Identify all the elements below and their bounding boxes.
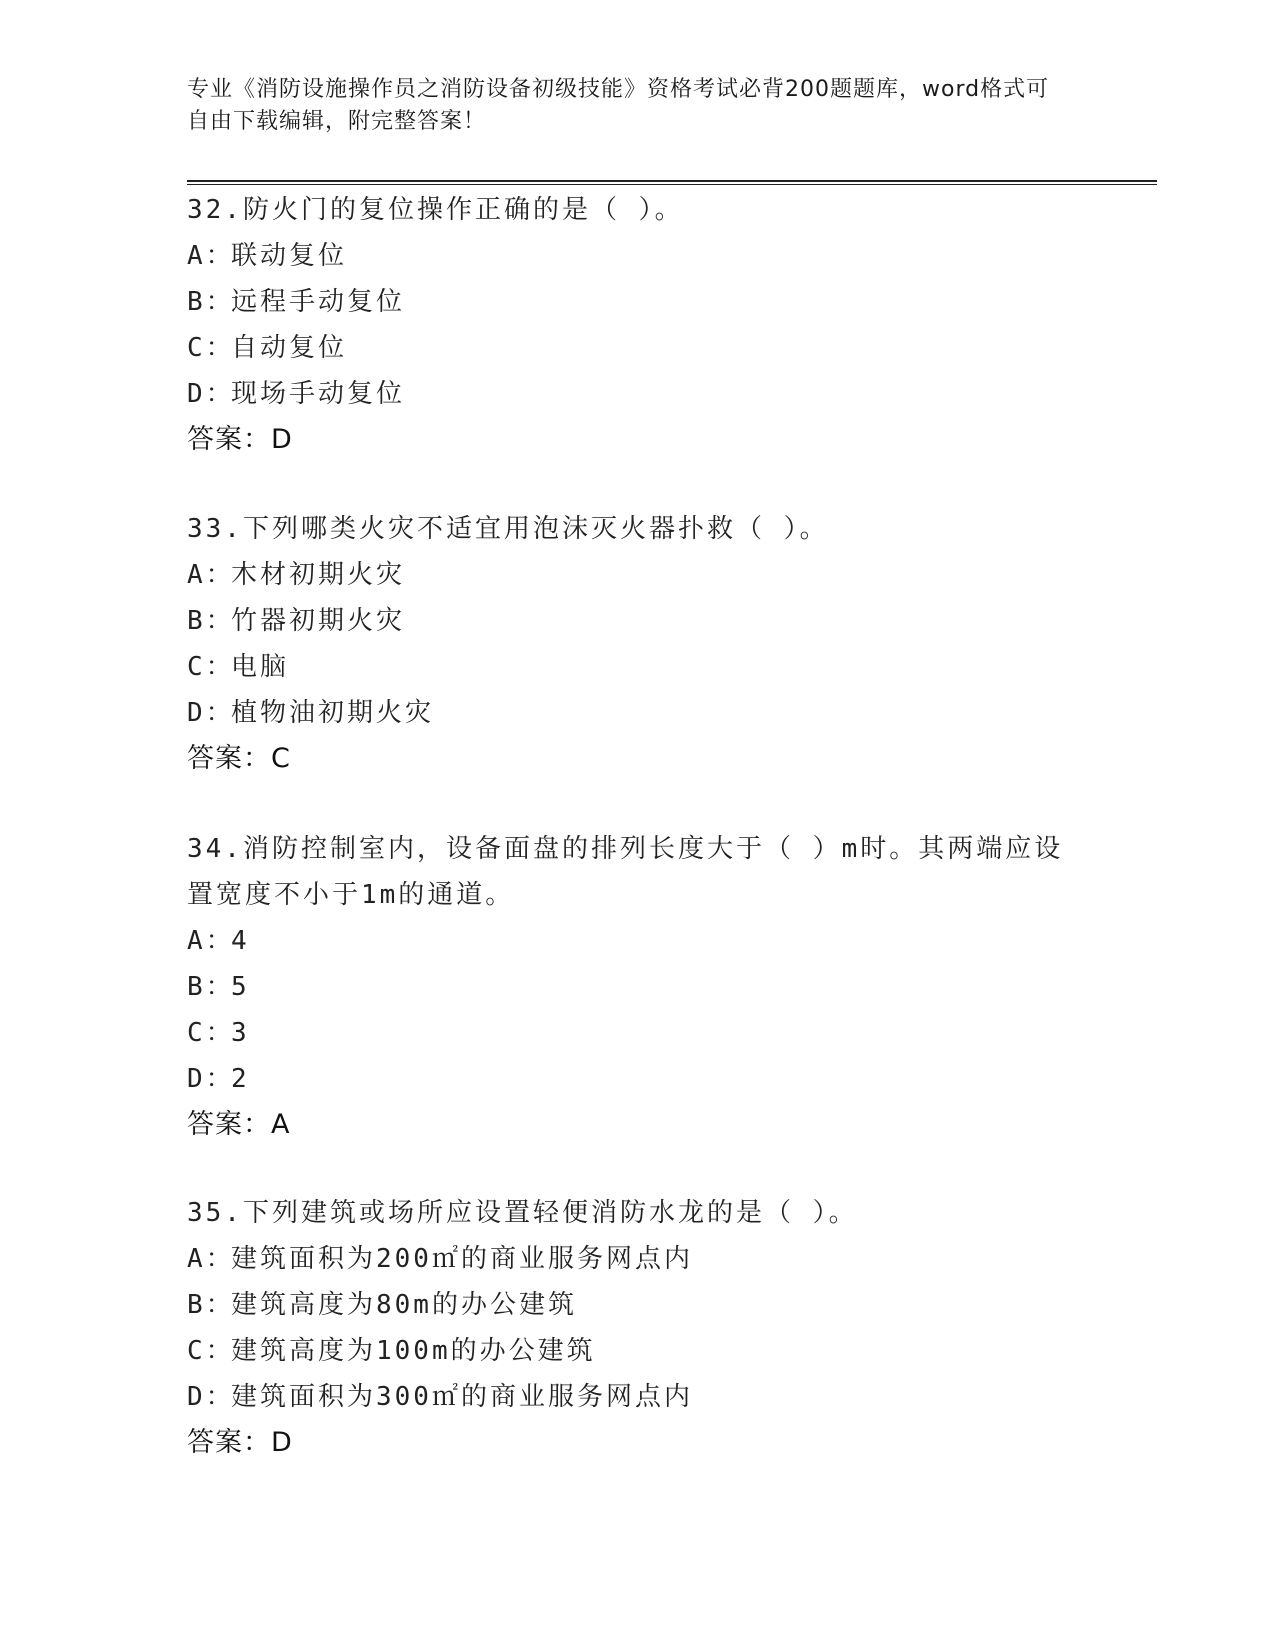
option-a <box>187 918 1077 964</box>
option-d <box>187 690 1077 736</box>
option-b <box>187 279 1077 325</box>
option-label: A： <box>187 560 235 590</box>
option-label: A： <box>187 926 235 956</box>
answer: 答案：D <box>187 424 293 455</box>
option-label: B： <box>187 972 235 1002</box>
option-text: 自动复位 <box>231 333 348 363</box>
answer: 答案：A <box>187 1109 291 1140</box>
option-text: 2 <box>231 1064 250 1094</box>
option-c <box>187 1010 1077 1056</box>
question-stem: 35.下列建筑或场所应设置轻便消防水龙的是（ ）。 <box>187 1198 858 1228</box>
option-d <box>187 1056 1077 1102</box>
option-b <box>187 598 1077 644</box>
option-label: C： <box>187 652 235 682</box>
option-label: D： <box>187 1064 235 1094</box>
option-a <box>187 233 1077 279</box>
option-c <box>187 325 1077 371</box>
option-label: C： <box>187 1336 235 1366</box>
option-label: B： <box>187 287 235 317</box>
option-text: 现场手动复位 <box>231 379 406 409</box>
option-label: D： <box>187 379 235 409</box>
option-text: 4 <box>231 926 250 956</box>
option-text: 木材初期火灾 <box>231 560 406 590</box>
answer: 答案：C <box>187 743 291 774</box>
question-stem: 34.消防控制室内，设备面盘的排列长度大于（ ）m时。其两端应设置宽度不小于1m的通道。 <box>187 834 1064 910</box>
question-34 <box>187 826 1077 1148</box>
option-c <box>187 1328 1077 1374</box>
option-label: C： <box>187 333 235 363</box>
option-label: B： <box>187 606 235 636</box>
option-a <box>187 552 1077 598</box>
option-label: A： <box>187 1244 235 1274</box>
option-label: D： <box>187 1382 235 1412</box>
option-label: D： <box>187 698 235 728</box>
question-32 <box>187 187 1077 463</box>
question-33 <box>187 506 1077 782</box>
option-b <box>187 1282 1077 1328</box>
document-header: 专业《消防设施操作员之消防设备初级技能》资格考试必背200题题库，word格式可自由下载编辑，附完整答案！ <box>187 77 1050 134</box>
header-divider <box>187 180 1157 185</box>
option-d <box>187 371 1077 417</box>
question-35 <box>187 1190 1077 1466</box>
option-text: 建筑高度为100m的办公建筑 <box>231 1336 596 1366</box>
option-c <box>187 644 1077 690</box>
answer: 答案：D <box>187 1427 293 1458</box>
option-text: 竹器初期火灾 <box>231 606 406 636</box>
option-d <box>187 1374 1077 1420</box>
option-text: 联动复位 <box>231 241 348 271</box>
option-text: 建筑面积为200㎡的商业服务网点内 <box>231 1244 693 1274</box>
option-a <box>187 1236 1077 1282</box>
option-text: 植物油初期火灾 <box>231 698 435 728</box>
option-text: 电脑 <box>231 652 290 682</box>
option-label: B： <box>187 1290 235 1320</box>
option-text: 建筑高度为80m的办公建筑 <box>231 1290 577 1320</box>
option-text: 远程手动复位 <box>231 287 406 317</box>
option-text: 3 <box>231 1018 250 1048</box>
option-text: 5 <box>231 972 250 1002</box>
question-stem: 32.防火门的复位操作正确的是（ ）。 <box>187 195 684 225</box>
option-text: 建筑面积为300㎡的商业服务网点内 <box>231 1382 693 1412</box>
question-stem: 33.下列哪类火灾不适宜用泡沫灭火器扑救（ ）。 <box>187 514 829 544</box>
option-label: C： <box>187 1018 235 1048</box>
option-b <box>187 964 1077 1010</box>
option-label: A： <box>187 241 235 271</box>
